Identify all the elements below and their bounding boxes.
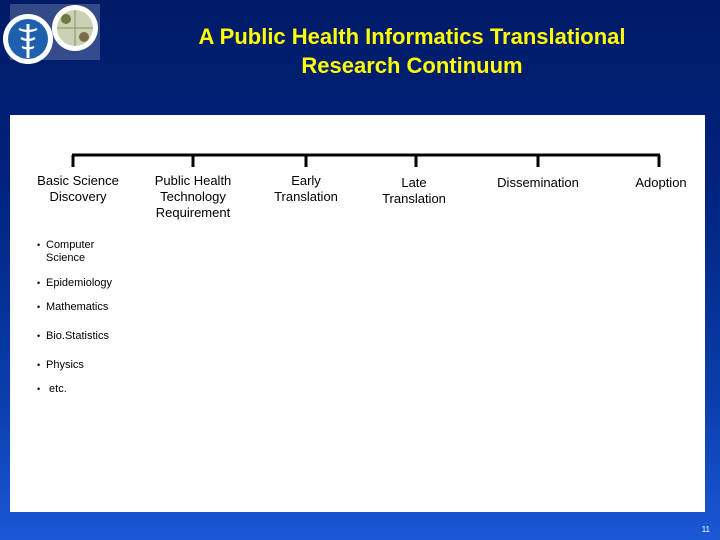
list-item: • Bio.Statistics	[36, 330, 176, 343]
stage-late-translation: Late Translation	[382, 175, 446, 206]
discipline-list	[36, 239, 176, 396]
stage-public-health-technology: Public Health Technology Requirement	[154, 173, 232, 220]
title-line-1: A Public Health Informatics Translational	[198, 24, 626, 49]
list-item: • Mathematics	[36, 301, 176, 314]
organization-logo	[2, 2, 102, 68]
page-number: 11	[701, 525, 710, 534]
stage-early-translation: Early Translation	[274, 173, 338, 204]
list-item: • Epidemiology	[36, 277, 176, 290]
list-item: • etc.	[36, 383, 176, 396]
list-item: • Physics	[36, 359, 176, 372]
stage-basic-science: Basic Science Discovery	[37, 173, 119, 204]
continuum-panel	[10, 115, 705, 512]
timeline-axis	[10, 115, 705, 175]
slide-title	[150, 22, 674, 80]
stage-adoption: Adoption	[635, 175, 687, 190]
list-item: • Computer Science	[36, 239, 176, 265]
stage-dissemination: Dissemination	[497, 175, 579, 190]
title-line-2: Research Continuum	[301, 53, 523, 78]
